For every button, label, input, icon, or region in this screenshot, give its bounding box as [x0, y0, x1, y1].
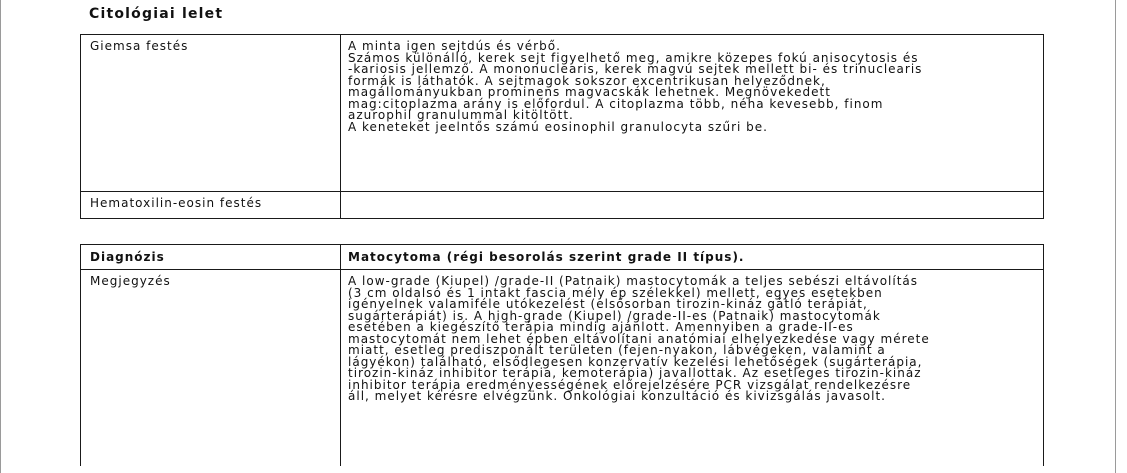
table-row-giemsa	[81, 35, 1044, 192]
diagnosis-value: Matocytoma (régi besorolás szerint grade II típus).	[341, 245, 1044, 270]
table-row-hematoxilin-eosin	[81, 192, 1044, 219]
diagnosis-table	[80, 244, 1044, 466]
hematoxilin-eosin-value	[341, 192, 1044, 219]
giemsa-value: A minta igen sejtdús és vérbő. Számos különálló, kerek sejt figyelhető meg, amikre közepes fokú anisocytosis és -kariosis jellemző. A mononuclearis, kerek magvú sejtek mellett bi- és trinuclearis formák is láthatók. A sejtmagok sokszor excentrikusan helyeződnek, magállományukban prominens magvacskák lehetnek. Megnövekedett mag:citoplazma arány is előfordul. A citoplazma több, néha kevesebb, finom azurophil granulummal kitöltött. A keneteket jeelntős számú eosinophil granulocyta szűri be.	[341, 35, 1044, 192]
diagnosis-label: Diagnózis	[81, 245, 341, 270]
hematoxilin-eosin-label: Hematoxilin-eosin festés	[81, 192, 341, 219]
cytology-table	[80, 34, 1044, 219]
table-row-diagnosis	[81, 245, 1044, 270]
giemsa-label: Giemsa festés	[81, 35, 341, 192]
cytology-section-title: Citológiai lelet	[89, 6, 224, 22]
remark-label: Megjegyzés	[81, 270, 341, 467]
table-row-remark	[81, 270, 1044, 467]
remark-value: A low-grade (Kiupel) /grade-II (Patnaik) mastocytomák a teljes sebészi eltávolítás (3 cm oldalsó és 1 intakt fascia mély ép szélekkel) mellett, egyes esetekben igényelnek valamiféle utókezelést (elsősorban tirozin-kináz gátló terápiát, sugárterápiát) is. A high-grade (Kiupel) /grade-II-es (Patnaik) mastocytomák esetében a kiegészítő terápia mindig ajánlott. Amennyiben a grade-II-es mastocytomát nem lehet épben eltávolítani anatómiai elhelyezkedése vagy mérete miatt, esetleg prediszponált területen (fejen-nyakon, lábvégeken, valamint a lágyékon) található, elsődlegesen konzervatív kezelési lehetőségek (sugárterápia, tirozin-kináz inhibitor terápia, kemoterápia) javallottak. Az esetleges tirozin-kináz inhibitor terápia eredményességének előrejelzésére PCR vizsgálat rendelkezésre áll, melyet kérésre elvégzünk. Onkológiai konzultáció és kivizsgálás javasolt.	[341, 270, 1044, 467]
